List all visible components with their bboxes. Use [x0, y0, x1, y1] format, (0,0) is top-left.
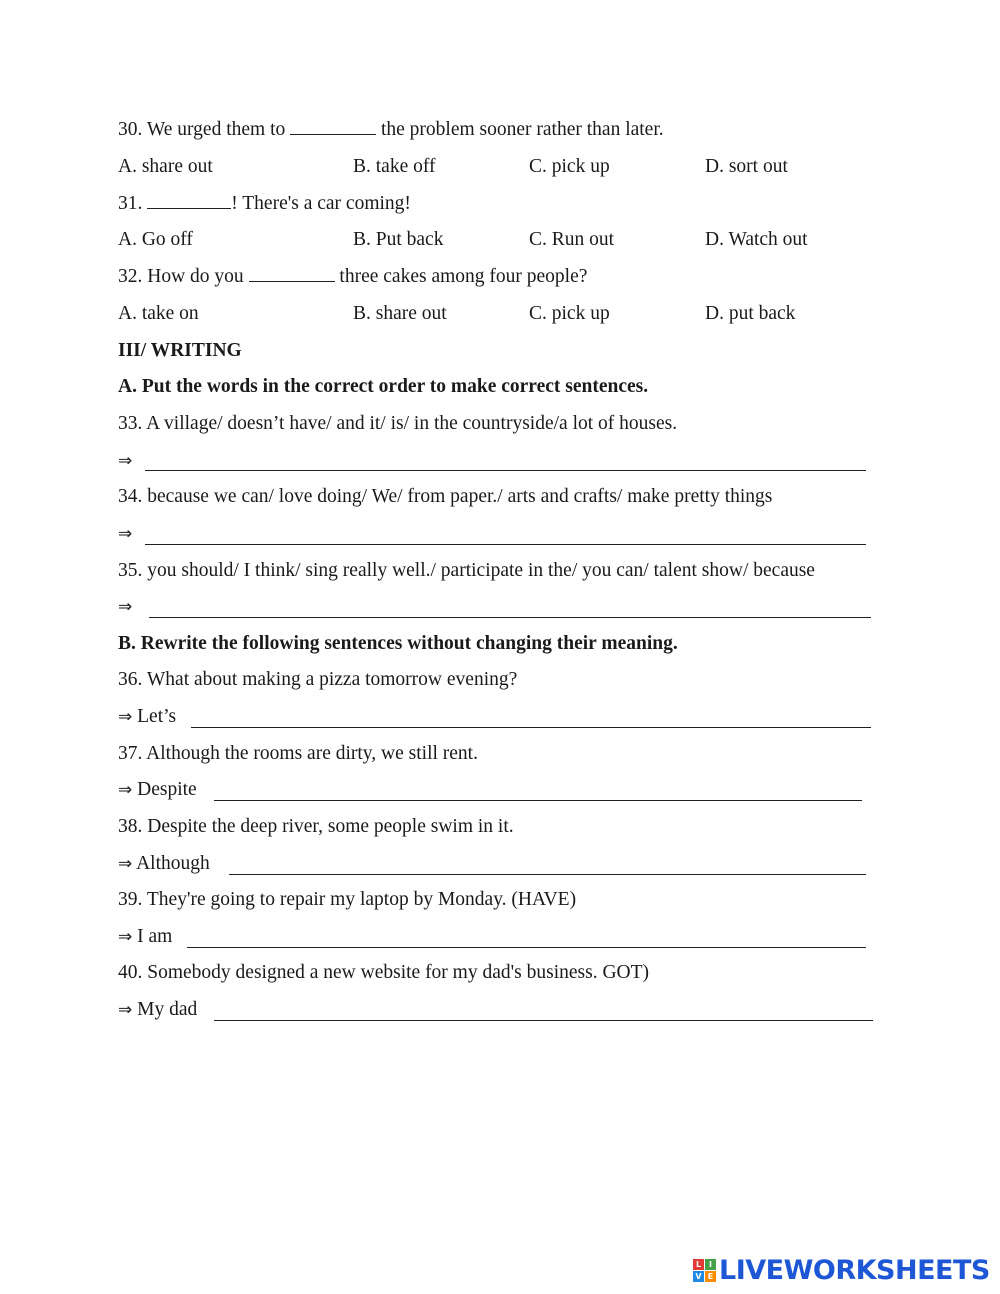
answer-line-38[interactable] [229, 874, 866, 875]
answer-row-37 [118, 778, 197, 802]
part-b-title: B. Rewrite the following sentences without changing their meaning. [118, 633, 678, 654]
answer-starter: Let’s [137, 706, 177, 727]
question-31 [118, 192, 411, 216]
arrow-icon: ⇒ [118, 854, 133, 874]
fill-in-blank[interactable] [290, 118, 376, 135]
answer-line-39[interactable] [187, 947, 866, 948]
logo-tile-icon: I [705, 1259, 716, 1270]
question-39: 39. They're going to repair my laptop by Monday. (HAVE) [118, 889, 577, 910]
answer-row-40 [118, 998, 197, 1022]
question-36: 36. What about making a pizza tomorrow evening? [118, 669, 518, 690]
option-b[interactable]: B. take off [353, 156, 436, 177]
answer-starter: I am [137, 926, 173, 947]
liveworksheets-logo [693, 1254, 990, 1286]
fill-in-blank[interactable] [249, 265, 335, 282]
answer-starter: My dad [137, 999, 198, 1020]
option-a[interactable]: A. share out [118, 156, 213, 177]
question-33: 33. A village/ doesn’t have/ and it/ is/ in the countryside/a lot of houses. [118, 413, 678, 434]
answer-row-39 [118, 925, 172, 949]
logo-grid-icon [693, 1259, 716, 1282]
option-a[interactable]: A. take on [118, 303, 199, 324]
question-text-before: How do you [147, 266, 244, 287]
question-text-after: ! There's a car coming! [231, 193, 411, 214]
answer-line-36[interactable] [191, 727, 871, 728]
question-35: 35. you should/ I think/ sing really well./ participate in the/ you can/ talent show/ because [118, 560, 815, 581]
question-32 [118, 265, 587, 289]
logo-tile-icon: E [705, 1271, 716, 1282]
answer-starter: Although [136, 853, 210, 874]
arrow-icon: ⇒ [118, 707, 133, 727]
question-37: 37. Although the rooms are dirty, we still rent. [118, 743, 478, 764]
answer-line-40[interactable] [214, 1020, 873, 1021]
option-c[interactable]: C. pick up [529, 303, 610, 324]
option-b[interactable]: B. Put back [353, 229, 444, 250]
option-c[interactable]: C. Run out [529, 229, 615, 250]
answer-line-34[interactable] [145, 544, 866, 545]
option-d[interactable]: D. sort out [705, 156, 788, 177]
arrow-icon: ⇒ [118, 780, 133, 800]
option-c[interactable]: C. pick up [529, 156, 610, 177]
part-a-title: A. Put the words in the correct order to make correct sentences. [118, 376, 649, 397]
question-text-after: three cakes among four people? [339, 266, 588, 287]
question-30 [118, 118, 664, 142]
arrow-icon: ⇒ [118, 524, 133, 544]
question-text-before: We urged them to [146, 119, 286, 140]
answer-line-35[interactable] [149, 617, 871, 618]
arrow-icon: ⇒ [118, 1000, 133, 1020]
logo-tile-icon: L [693, 1259, 704, 1270]
logo-tile-icon: V [693, 1271, 704, 1282]
section-heading-writing: III/ WRITING [118, 340, 242, 361]
question-number: 31. [118, 193, 143, 214]
option-a[interactable]: A. Go off [118, 229, 193, 250]
fill-in-blank[interactable] [147, 192, 231, 209]
arrow-icon: ⇒ [118, 597, 133, 617]
option-d[interactable]: D. put back [705, 303, 796, 324]
arrow-icon: ⇒ [118, 451, 133, 471]
question-40: 40. Somebody designed a new website for my dad's business. GOT) [118, 962, 650, 983]
question-number: 30. [118, 119, 143, 140]
arrow-icon: ⇒ [118, 927, 133, 947]
brand-name: LIVEWORKSHEETS [719, 1254, 990, 1286]
answer-starter: Despite [137, 779, 197, 800]
answer-line-37[interactable] [214, 800, 862, 801]
option-b[interactable]: B. share out [353, 303, 447, 324]
question-38: 38. Despite the deep river, some people swim in it. [118, 816, 514, 837]
question-34: 34. because we can/ love doing/ We/ from paper./ arts and crafts/ make pretty things [118, 486, 773, 507]
question-text-after: the problem sooner rather than later. [380, 119, 664, 140]
answer-line-33[interactable] [145, 470, 866, 471]
answer-row-38 [118, 852, 210, 876]
option-d[interactable]: D. Watch out [705, 229, 808, 250]
question-number: 32. [118, 266, 143, 287]
answer-row-36 [118, 705, 176, 729]
